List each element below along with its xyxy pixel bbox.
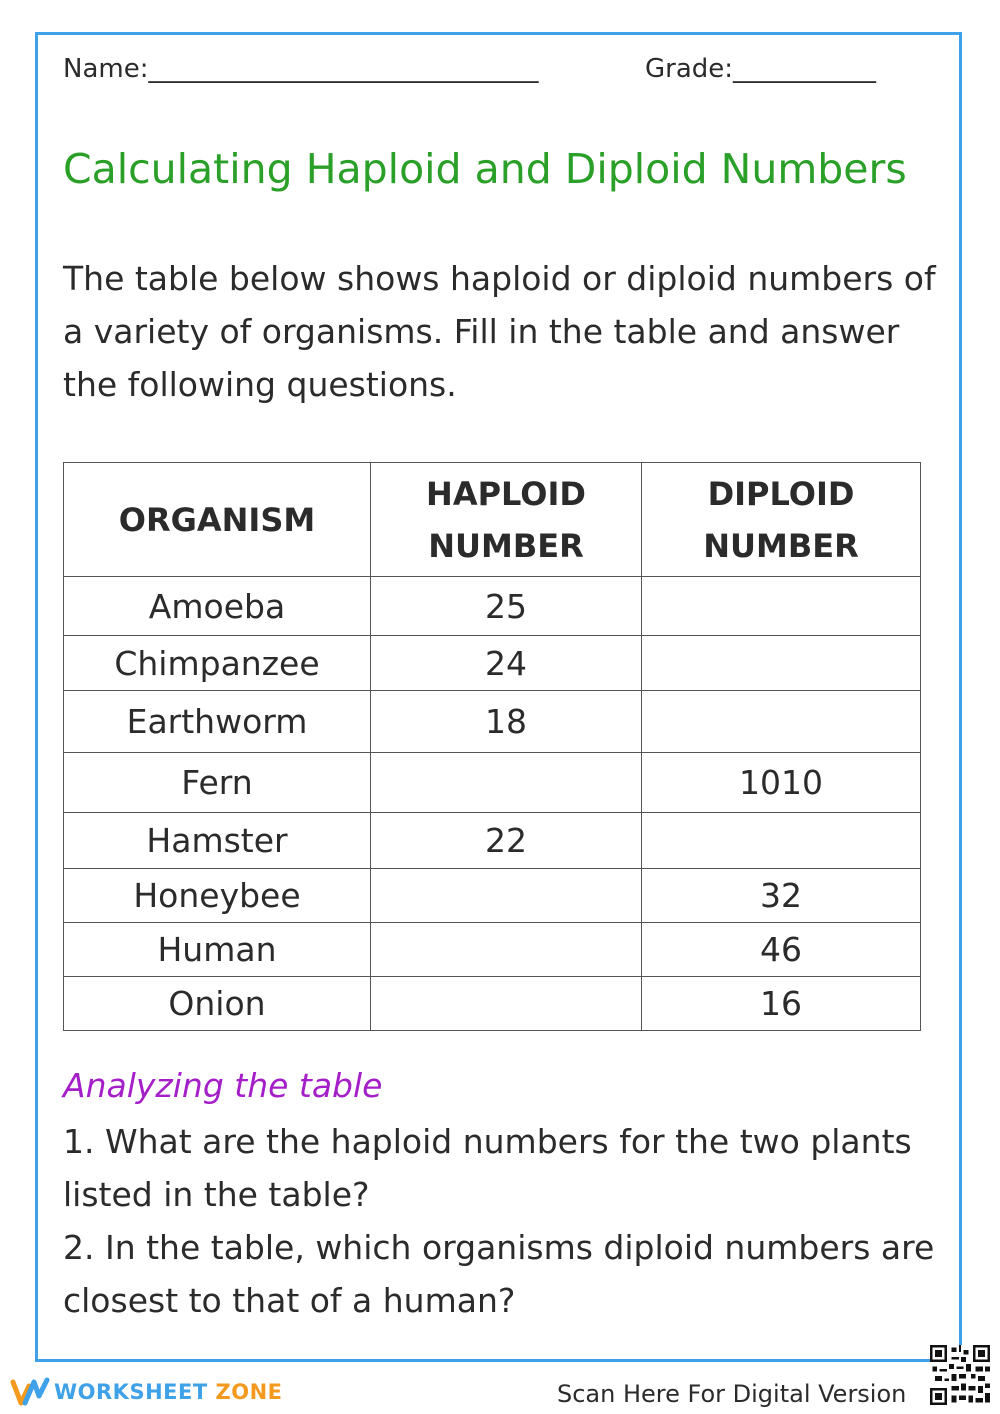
diploid-cell[interactable]: 46 xyxy=(642,923,921,977)
diploid-cell[interactable]: 16 xyxy=(642,977,921,1031)
haploid-cell[interactable] xyxy=(371,977,642,1031)
diploid-cell[interactable] xyxy=(642,577,921,636)
scan-prompt: Scan Here For Digital Version xyxy=(557,1380,907,1408)
diploid-cell[interactable]: 1010 xyxy=(642,753,921,813)
haploid-cell[interactable] xyxy=(371,869,642,923)
haploid-cell[interactable]: 25 xyxy=(371,577,642,636)
header-diploid: DIPLOID NUMBER xyxy=(642,463,921,577)
organism-cell: Hamster xyxy=(64,813,371,869)
organism-cell: Onion xyxy=(64,977,371,1031)
header-organism: ORGANISM xyxy=(64,463,371,577)
organism-cell: Honeybee xyxy=(64,869,371,923)
table-row xyxy=(64,691,921,753)
question-1: 1. What are the haploid numbers for the two plants listed in the table? xyxy=(63,1122,912,1214)
table-header-row xyxy=(64,463,921,577)
header-haploid: HAPLOID NUMBER xyxy=(371,463,642,577)
table-row xyxy=(64,869,921,923)
organism-cell: Chimpanzee xyxy=(64,636,371,691)
diploid-cell[interactable] xyxy=(642,636,921,691)
analysis-heading: Analyzing the table xyxy=(63,1066,383,1105)
qr-code-icon[interactable] xyxy=(930,1345,990,1405)
intro-paragraph: The table below shows haploid or diploid numbers of a variety of organisms. Fill in the table and answer the following questions. xyxy=(63,259,936,404)
table-row xyxy=(64,923,921,977)
logo-text-primary: WORKSHEET xyxy=(54,1380,208,1404)
organism-cell: Human xyxy=(64,923,371,977)
worksheetzone-logo[interactable] xyxy=(10,1376,283,1408)
logo-text-secondary: ZONE xyxy=(215,1380,283,1404)
haploid-cell[interactable] xyxy=(371,923,642,977)
diploid-cell[interactable]: 32 xyxy=(642,869,921,923)
diploid-cell[interactable] xyxy=(642,813,921,869)
haploid-cell[interactable] xyxy=(371,753,642,813)
worksheet-title: Calculating Haploid and Diploid Numbers xyxy=(63,145,907,193)
table-row xyxy=(64,813,921,869)
question-2: 2. In the table, which organisms diploid numbers are closest to that of a human? xyxy=(63,1228,935,1320)
table-row xyxy=(64,753,921,813)
haploid-cell[interactable]: 18 xyxy=(371,691,642,753)
organism-cell: Fern xyxy=(64,753,371,813)
haploid-cell[interactable]: 24 xyxy=(371,636,642,691)
logo-text xyxy=(54,1380,283,1404)
chromosome-table xyxy=(63,462,921,1031)
haploid-cell[interactable]: 22 xyxy=(371,813,642,869)
grade-field-line: Grade:___________ xyxy=(645,54,877,84)
diploid-cell[interactable] xyxy=(642,691,921,753)
worksheetzone-logo-icon xyxy=(10,1376,50,1408)
organism-cell: Earthworm xyxy=(64,691,371,753)
table-row xyxy=(64,636,921,691)
table-row xyxy=(64,577,921,636)
organism-cell: Amoeba xyxy=(64,577,371,636)
name-field-line: Name:______________________________ xyxy=(63,54,539,84)
question-list xyxy=(63,1115,943,1327)
table-row xyxy=(64,977,921,1031)
